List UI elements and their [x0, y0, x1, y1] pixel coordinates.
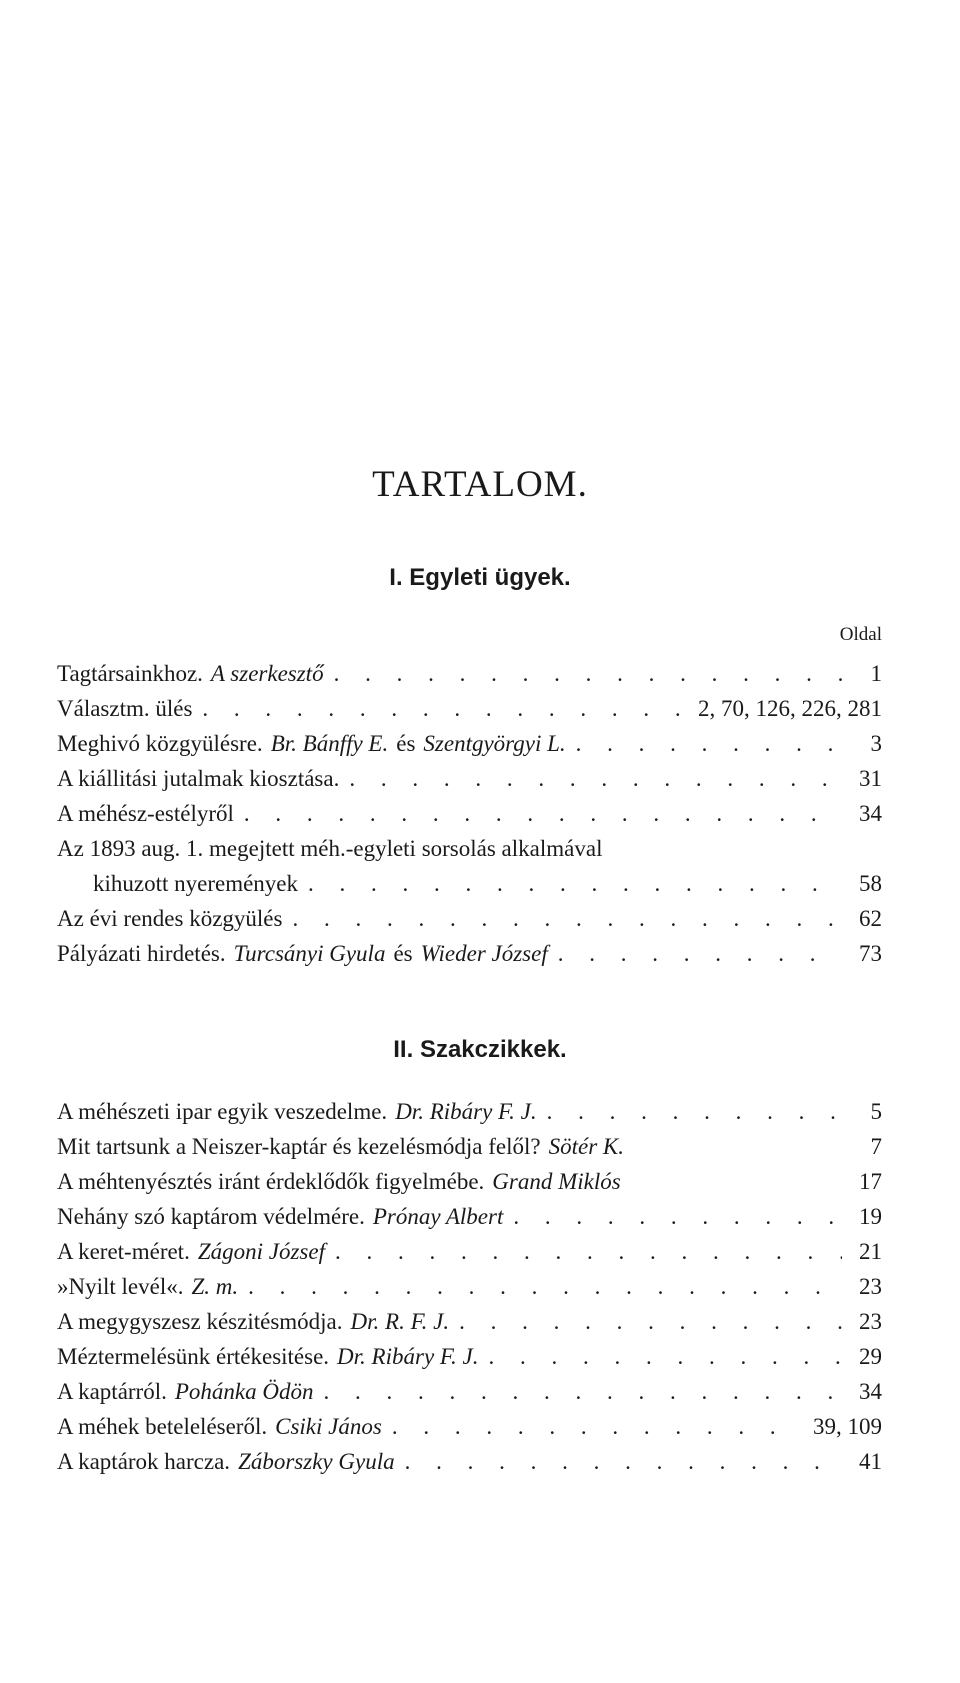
toc-entry [57, 656, 882, 691]
entry-author: Dr. Ribáry F. J. [337, 1344, 479, 1369]
entry-author: Csiki János [275, 1414, 382, 1439]
entry-author: Záborszky Gyula [238, 1449, 395, 1474]
entry-author-second: Szentgyörgyi L. [423, 731, 566, 756]
leader-dots [558, 936, 842, 971]
entry-title: A méhek betelelése​ről. [57, 1414, 268, 1439]
leader-dots [488, 1339, 842, 1374]
entry-page-ref: 17 [859, 1169, 882, 1194]
entry-author: Pohánka Ödön [174, 1379, 314, 1404]
entry-title: A kaptárról. [57, 1379, 167, 1404]
toc-entry [57, 901, 882, 936]
leader-dots [547, 1094, 842, 1129]
entry-page-ref: 73 [859, 941, 882, 966]
entry-title: Mit tartsunk a Neiszer-kaptár és kezelésmódja felől? [57, 1134, 541, 1159]
entry-page-ref: 19 [859, 1204, 882, 1229]
section-heading-egyleti-ugyek: I. Egyleti ügyek. [389, 564, 571, 591]
entry-author-second: Wieder József [420, 941, 548, 966]
leader-dots [335, 1234, 842, 1269]
entry-joiner: és [396, 731, 416, 756]
entry-title: Pályázati hirdetés. [57, 941, 226, 966]
entry-author: Prónay Albert [372, 1204, 504, 1229]
entry-page-ref: 7 [870, 1134, 882, 1159]
entry-title: A méhész-estélyről [57, 801, 234, 826]
toc-entry [57, 1199, 882, 1234]
entry-page-ref: 62 [859, 906, 882, 931]
entry-title: Az évi rendes közgyülés [57, 906, 283, 931]
toc-entry [57, 1164, 882, 1199]
leader-dots [576, 726, 842, 761]
page-column-label: Oldal [839, 624, 882, 645]
leader-dots [349, 761, 842, 796]
entry-title: A méhtenyésztés iránt érdeklődők figyelmébe. [57, 1169, 485, 1194]
toc-list-szakczikkek [57, 1094, 882, 1479]
entry-page-ref: 41 [859, 1449, 882, 1474]
toc-entry [57, 936, 882, 971]
entry-title: Az 1893 aug. 1. megejtett méh.-egyleti sorsolás alkalmával [57, 836, 603, 861]
leader-dots [323, 1374, 842, 1409]
page-title: TARTALOM. [372, 464, 588, 505]
toc-entry [57, 1304, 882, 1339]
entry-page-ref: 23 [859, 1274, 882, 1299]
entry-author: Dr. R. F. J. [350, 1309, 450, 1334]
leader-dots [244, 796, 842, 831]
entry-author: Z. m. [191, 1274, 239, 1299]
entry-joiner: és [393, 941, 413, 966]
toc-entry [57, 761, 882, 796]
toc-entry [57, 1094, 882, 1129]
entry-page-ref: 58 [859, 871, 882, 896]
toc-entry [57, 1339, 882, 1374]
leader-dots [202, 691, 688, 726]
entry-title: A keret-méret. [57, 1239, 190, 1264]
entry-title: A kaptárok harcza. [57, 1449, 231, 1474]
entry-page-ref: 2, 70, 126, 226, 281 [698, 696, 882, 721]
toc-entry [57, 1409, 882, 1444]
leader-dots [392, 1409, 803, 1444]
toc-entry [57, 1234, 882, 1269]
entry-author: Br. Bánffy E. [270, 731, 389, 756]
entry-title: Meghivó közgyülésre. [57, 731, 263, 756]
entry-title: Tagtársainkhoz. [57, 661, 203, 686]
entry-author: Dr. Ribáry F. J. [395, 1099, 537, 1124]
entry-page-ref: 31 [859, 766, 882, 791]
leader-dots [248, 1269, 842, 1304]
entry-page-ref: 21 [859, 1239, 882, 1264]
leader-dots [513, 1199, 842, 1234]
toc-entry [57, 726, 882, 761]
toc-entry [57, 1129, 882, 1164]
entry-page-ref: 34 [859, 801, 882, 826]
entry-page-ref: 29 [859, 1344, 882, 1369]
entry-title: A méhészeti ipar egyik veszedelme. [57, 1099, 388, 1124]
toc-entry [57, 1269, 882, 1304]
leader-dots [334, 656, 842, 691]
toc-entry [57, 691, 882, 726]
entry-title: Méztermelésünk értékesitése. [57, 1344, 330, 1369]
entry-page-ref: 23 [859, 1309, 882, 1334]
entry-author: Zágoni József [197, 1239, 325, 1264]
entry-page-ref: 3 [870, 731, 882, 756]
entry-title: A megygyszesz készitésmódja. [57, 1309, 343, 1334]
entry-author: A szerkesztő [210, 661, 324, 686]
entry-title: kihuzott nyeremények [93, 871, 299, 896]
entry-title: Nehány szó kaptárom védelmére. [57, 1204, 365, 1229]
entry-title: A kiállitási jutalmak kiosztása. [57, 766, 340, 791]
toc-entry [57, 796, 882, 831]
toc-entry [57, 1374, 882, 1409]
section-heading-szakczikkek: II. Szakczikkek. [393, 1036, 567, 1063]
toc-entry [57, 831, 882, 866]
leader-dots [459, 1304, 842, 1339]
entry-author: Turcsányi Gyula [233, 941, 386, 966]
entry-page-ref: 39, 109 [813, 1414, 882, 1439]
entry-page-ref: 5 [870, 1099, 882, 1124]
toc-list-egyleti-ugyek [57, 656, 882, 971]
entry-title: »Nyilt levél«. [57, 1274, 184, 1299]
leader-dots [292, 901, 842, 936]
entry-author: Grand Miklós [492, 1169, 621, 1194]
entry-page-ref: 1 [870, 661, 882, 686]
leader-dots [308, 866, 842, 901]
entry-author: Sötér K. [548, 1134, 625, 1159]
toc-entry [57, 1444, 882, 1479]
leader-dots [405, 1444, 842, 1479]
entry-title: Választm. ülés [57, 696, 193, 721]
toc-entry-continuation [57, 866, 882, 901]
entry-page-ref: 34 [859, 1379, 882, 1404]
